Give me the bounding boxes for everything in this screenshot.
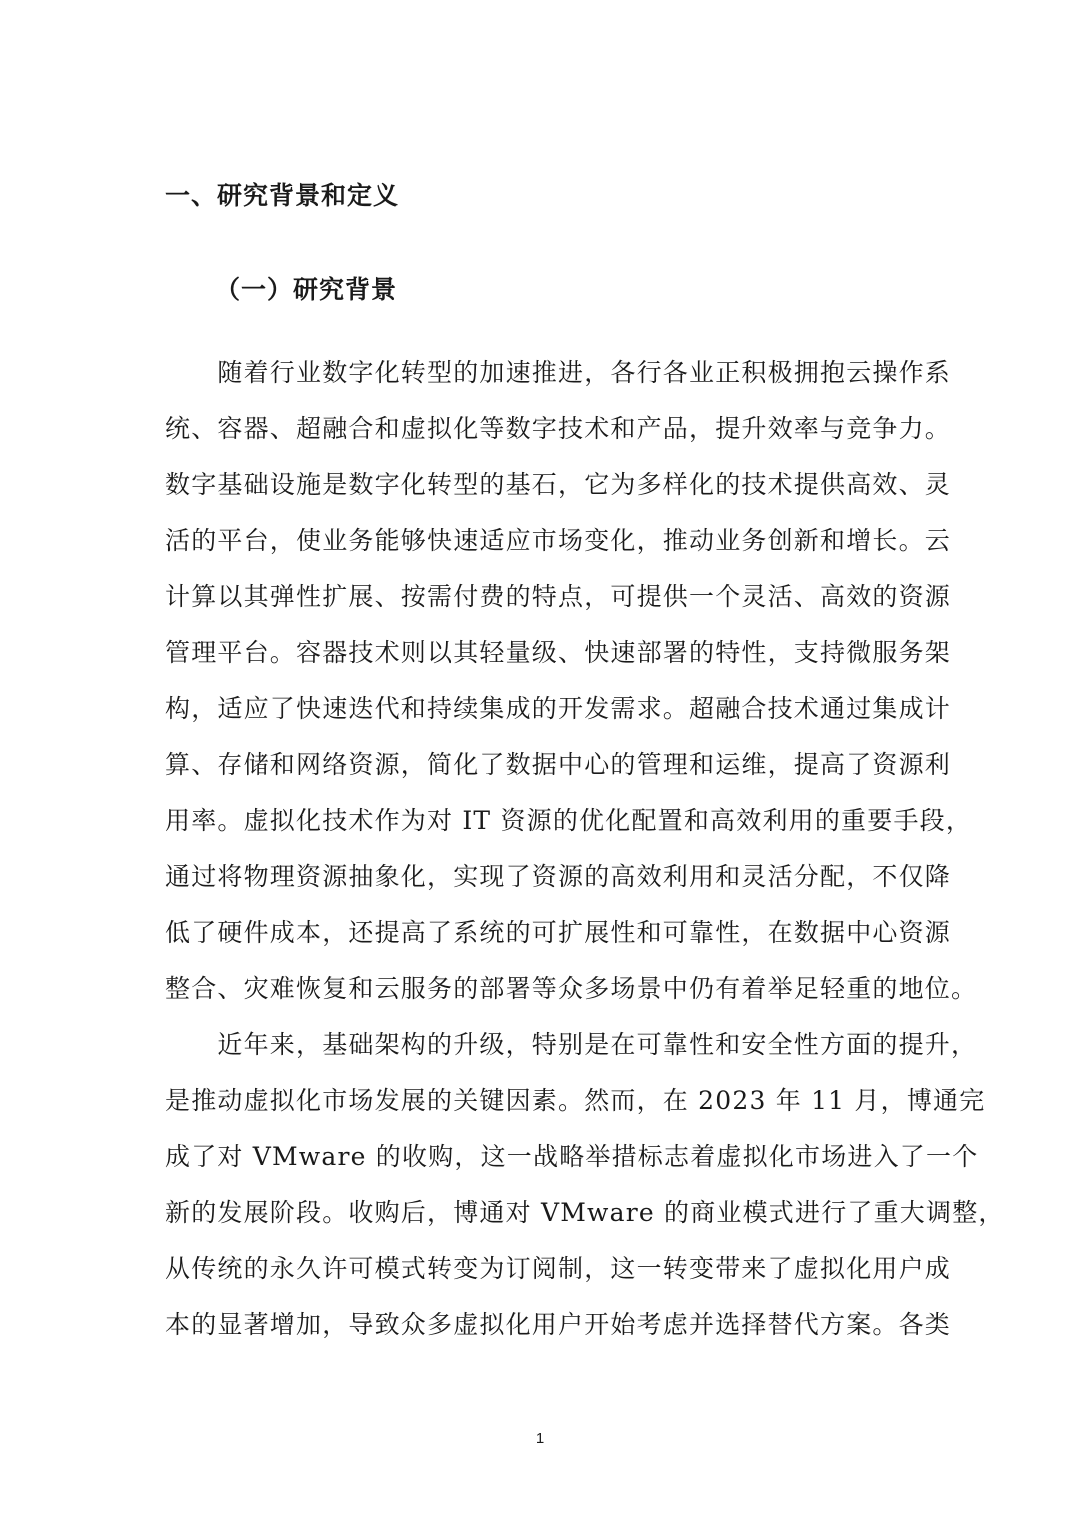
subsection-heading: （一）研究背景 [215,275,398,304]
text-line: 随着行业数字化转型的加速推进，各行各业正积极拥抱云操作系 [165,358,952,387]
text-line: 用率。虚拟化技术作为对 IT 资源的优化配置和高效利用的重要手段， [165,806,973,835]
text-line: 构，适应了快速迭代和持续集成的开发需求。超融合技术通过集成计 [165,694,952,723]
section-heading: 一、研究背景和定义 [165,181,400,210]
text-line: 成了对 VMware 的收购，这一战略举措标志着虚拟化市场进入了一个 [165,1142,979,1171]
text-line: 计算以其弹性扩展、按需付费的特点，可提供一个灵活、高效的资源 [165,582,952,611]
text-line: 本的显著增加，导致众多虚拟化用户开始考虑并选择替代方案。各类 [165,1310,952,1339]
text-line: 低了硬件成本，还提高了系统的可扩展性和可靠性，在数据中心资源 [165,918,952,947]
text-line: 活的平台，使业务能够快速适应市场变化，推动业务创新和增长。云 [165,526,952,555]
text-line: 是推动虚拟化市场发展的关键因素。然而，在 2023 年 11 月，博通完 [165,1086,986,1115]
text-line: 近年来，基础架构的升级，特别是在可靠性和安全性方面的提升， [165,1030,978,1059]
text-line: 从传统的永久许可模式转变为订阅制，这一转变带来了虚拟化用户成 [165,1254,952,1283]
body-text [165,345,1005,1353]
text-line: 新的发展阶段。收购后，博通对 VMware 的商业模式进行了重大调整， [165,1198,1005,1227]
text-line: 整合、灾难恢复和云服务的部署等众多场景中仍有着举足轻重的地位。 [165,974,978,1003]
page-number: 1 [535,1430,545,1447]
text-line: 统、容器、超融合和虚拟化等数字技术和产品，提升效率与竞争力。 [165,414,952,443]
text-line: 算、存储和网络资源，简化了数据中心的管理和运维，提高了资源利 [165,750,952,779]
text-line: 数字基础设施是数字化转型的基石，它为多样化的技术提供高效、灵 [165,470,952,499]
text-line: 通过将物理资源抽象化，实现了资源的高效利用和灵活分配，不仅降 [165,862,952,891]
text-line: 管理平台。容器技术则以其轻量级、快速部署的特性，支持微服务架 [165,638,952,667]
